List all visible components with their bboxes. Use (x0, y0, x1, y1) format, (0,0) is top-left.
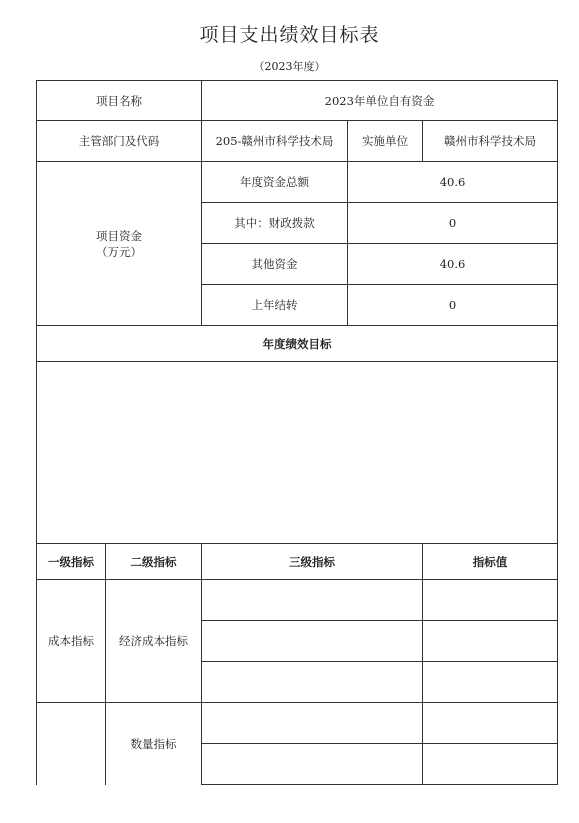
annual-goal-content-row (37, 362, 558, 544)
table-row (37, 703, 558, 744)
funds-fiscal-label: 其中：财政拨款 (202, 203, 348, 244)
indicator-value-header: 指标值 (423, 544, 558, 580)
implementing-unit-label: 实施单位 (348, 121, 423, 162)
level3-cell (202, 662, 423, 703)
level3-cell (202, 744, 423, 785)
annual-goal-label: 年度绩效目标 (37, 326, 558, 362)
project-funds-label-line2: （万元） (96, 244, 142, 259)
level3-indicator-header: 三级指标 (202, 544, 423, 580)
funds-row (37, 162, 558, 203)
funds-carryover-label: 上年结转 (202, 285, 348, 326)
indicator-value-cell (423, 703, 558, 744)
indicator-header-row (37, 544, 558, 580)
page-subtitle: （2023年度） (253, 60, 326, 73)
department-row (37, 121, 558, 162)
project-funds-label (37, 162, 202, 326)
level3-cell (202, 703, 423, 744)
indicator-value-cell (423, 580, 558, 621)
performance-goal-table (36, 80, 558, 785)
level1-indicator-header: 一级指标 (37, 544, 106, 580)
indicator-value-cell (423, 662, 558, 703)
level3-cell (202, 621, 423, 662)
funds-total-label: 年度资金总额 (202, 162, 348, 203)
economic-cost-indicator-cell: 经济成本指标 (106, 580, 202, 703)
project-name-value: 2023年单位自有资金 (202, 81, 558, 121)
quantity-indicator-cell: 数量指标 (106, 703, 202, 785)
department-label: 主管部门及代码 (37, 121, 202, 162)
annual-goal-header-row (37, 326, 558, 362)
level2-indicator-header: 二级指标 (106, 544, 202, 580)
funds-total-value: 40.6 (348, 162, 558, 203)
department-value: 205-赣州市科学技术局 (202, 121, 348, 162)
project-funds-label-line1: 项目资金 (96, 228, 142, 243)
project-name-row (37, 81, 558, 121)
annual-goal-content (37, 362, 558, 544)
project-name-label: 项目名称 (37, 81, 202, 121)
funds-other-value: 40.6 (348, 244, 558, 285)
table-row (37, 580, 558, 621)
indicator-value-cell (423, 621, 558, 662)
level1-indicator-cell (37, 703, 106, 785)
funds-other-label: 其他资金 (202, 244, 348, 285)
funds-fiscal-value: 0 (348, 203, 558, 244)
funds-carryover-value: 0 (348, 285, 558, 326)
cost-indicator-cell: 成本指标 (37, 580, 106, 703)
level3-cell (202, 580, 423, 621)
indicator-value-cell (423, 744, 558, 785)
implementing-unit-value: 赣州市科学技术局 (423, 121, 558, 162)
page-title: 项目支出绩效目标表 (199, 24, 380, 46)
